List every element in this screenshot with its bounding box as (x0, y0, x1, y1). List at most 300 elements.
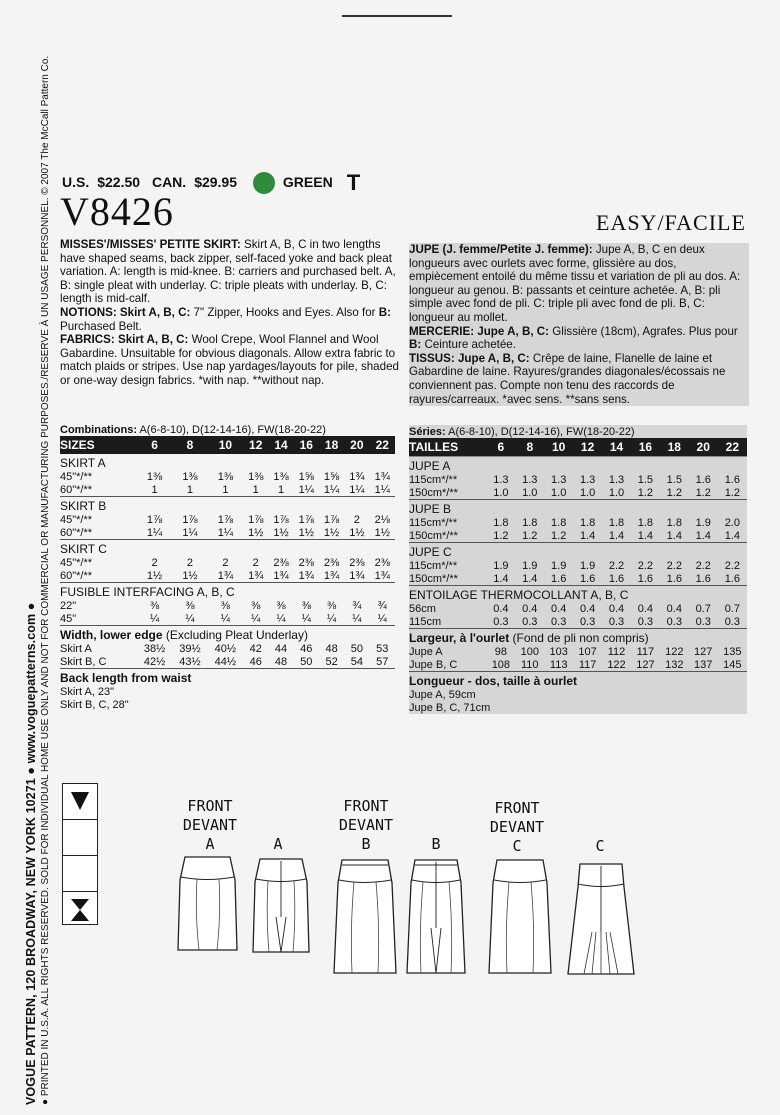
copyright-line: ● PRINTED IN U.S.A. ALL RIGHTS RESERVED. SOLD FOR INDIVIDUAL HOME USE ONLY AND NOT FOR COMMERCIAL OR MANUFACTURING PURPOSES./RESERVE À UN USAGE PERSONNEL. © 2007 The McCall Pattern Co. (40, 55, 51, 1105)
table-cell: ¼ (208, 612, 243, 626)
table-cell: 38½ (143, 642, 166, 655)
back-length-title-row (60, 669, 395, 686)
legend-cell (63, 784, 97, 820)
devant-text: DEVANT (489, 818, 545, 836)
table-cell: 1½ (137, 569, 172, 583)
devant-text: DEVANT (182, 816, 238, 834)
english-yardage-table (60, 423, 395, 711)
table-cell: 2⅛ (374, 513, 390, 526)
table-cell: 0.3 (660, 615, 689, 629)
width-title-cell (60, 626, 395, 643)
width-title-cell (409, 629, 747, 646)
table-row (60, 556, 395, 569)
size-header-cell: 12 (243, 436, 268, 454)
table-cell: 1.6 (602, 572, 631, 586)
table-row (60, 513, 395, 526)
combinations-row (60, 423, 395, 436)
skirt-b-back-sketch (403, 858, 469, 978)
t-mark: T (346, 170, 361, 195)
table-cell: 1 (172, 483, 207, 497)
combinations-row (409, 425, 747, 438)
skirt-c-front-sketch (485, 858, 555, 978)
size-header-cell: 16 (631, 438, 660, 457)
view-a-back-label: A (273, 835, 283, 853)
desc-title: MISSES'/MISSES' PETITE SKIRT: (60, 238, 241, 251)
table-cell: 43½ (172, 655, 207, 669)
table-cell: 53 (376, 642, 389, 655)
table-cell: 48 (268, 655, 293, 669)
row-label: Jupe B, C (409, 658, 486, 672)
table-cell: 1.3 (608, 473, 625, 486)
front-text: FRONT (494, 799, 540, 817)
table-row (409, 615, 747, 629)
combinations-text: A(6-8-10), D(12-14-16), FW(18-20-22) (445, 425, 635, 438)
table-cell: 0.3 (631, 615, 660, 629)
fabrics-text: Wool Crepe, Wool Flannel and Wool Gabardine. Unsuitable for obvious diagonals. Allow extra fabric to match plaids or stripes. Use nap yardages/layouts for pile, shaded or one-way design fabrics. *with nap. **without nap. (60, 333, 399, 387)
table-cell: 1⅞ (273, 513, 289, 526)
table-cell: 1.2 (660, 486, 689, 500)
table-cell: 1.6 (660, 572, 689, 586)
table-cell: 46 (300, 642, 313, 655)
table-cell: 1⅞ (298, 513, 314, 526)
table-cell: 40½ (214, 642, 237, 655)
table-cell: 57 (370, 655, 396, 669)
notions-text: 7" Zipper, Hooks and Eyes. Also for (190, 305, 379, 319)
back-length-row (409, 701, 747, 714)
back-length-value: Skirt B, C, 28" (60, 698, 129, 711)
table-row (60, 470, 395, 483)
table-cell: 1.0 (573, 486, 602, 500)
table-row (409, 529, 747, 543)
width-row (60, 655, 395, 669)
combinations-text: A(6-8-10), D(12-14-16), FW(18-20-22) (137, 423, 326, 436)
table-row (60, 569, 395, 583)
view-a-front-label (176, 797, 244, 854)
row-label: 115cm*/** (409, 516, 458, 529)
table-cell: 1.2 (515, 529, 544, 543)
table-cell: 1.2 (544, 529, 573, 543)
back-length-row (409, 688, 747, 701)
size-header-cell: 6 (137, 436, 172, 454)
back-length-row (60, 685, 395, 698)
sizes-header-row (409, 438, 747, 457)
row-label: 60"*/** (60, 526, 137, 540)
size-header-cell: 6 (486, 438, 515, 457)
table-cell: 1¾ (268, 569, 293, 583)
table-cell: 2⅜ (323, 556, 340, 569)
table-cell: ¼ (370, 612, 396, 626)
table-cell: 1.9 (551, 559, 567, 572)
table-cell: 1¼ (208, 526, 243, 540)
back-length-title-row (409, 672, 747, 689)
size-header-cell: 14 (268, 436, 293, 454)
back-length-title: Longueur - dos, taille à ourlet (409, 672, 747, 689)
table-cell: 1¼ (370, 483, 396, 497)
skirt-a-front-sketch (175, 855, 240, 955)
table-cell: 0.4 (493, 602, 509, 615)
notions-title-fr: MERCERIE: Jupe A, B, C: (409, 324, 549, 338)
table-cell: 1½ (172, 569, 207, 583)
desc-text-fr: Jupe A, B, C en deux longueurs avec ourlets avec forme, glissière au dos, empiècement entoilé du même tissu et variation de pli au dos. A: longueur au genou. B: passants et ceinture achetée. A, B: pli simple avec fond de pli. C: triple pli avec fond de pli. B, C: longueur au mollet. (409, 243, 741, 324)
section-title: SKIRT A (60, 456, 106, 470)
table-cell: ¼ (172, 612, 207, 626)
english-description (60, 238, 400, 388)
table-cell: 1.0 (602, 486, 631, 500)
table-cell: 0.7 (695, 602, 711, 615)
width-note: (Fond de pli non compris) (509, 631, 649, 645)
table-cell: ⅜ (149, 599, 160, 612)
section-title-row (409, 500, 747, 517)
can-label: CAN. (151, 173, 187, 190)
back-length-title: Back length from waist (60, 671, 192, 685)
table-cell: 2.0 (724, 516, 740, 529)
table-cell: 1⅜ (273, 470, 289, 483)
table-cell: 1½ (344, 526, 369, 540)
desc-text: Skirt A, B, C in two lengths have shaped seams, back zipper, self-faced yoke and back pleat variation. A: length is mid-knee. B: carriers and purchased belt. A, B: single pleat with underlay. C: triple pleats with underlay. B, C: length is mid-calf. (60, 238, 396, 306)
size-header-cell: 22 (370, 436, 396, 454)
row-label: 60"*/** (60, 569, 137, 583)
table-cell: 1.2 (631, 486, 660, 500)
table-cell: 1⅜ (146, 470, 163, 483)
row-label: Skirt B, C (60, 655, 137, 669)
notions-b: B: (378, 305, 391, 319)
table-cell: 107 (578, 645, 597, 658)
table-cell: 1⅞ (182, 513, 198, 526)
table-cell: 1.8 (493, 516, 509, 529)
table-cell: ¼ (268, 612, 293, 626)
table-cell: 1 (208, 483, 243, 497)
table-cell: 1.2 (689, 486, 718, 500)
table-cell: 2.2 (637, 559, 654, 572)
table-cell: 1⅜ (248, 470, 264, 483)
table-cell: 1¼ (294, 483, 319, 497)
front-text: FRONT (187, 797, 233, 815)
front-text: FRONT (343, 797, 389, 815)
section-title-row (60, 583, 395, 600)
fabrics-text-fr: Crêpe de laine, Flanelle de laine et Gabardine de laine. Rayures/grandes diagonales/écossais ne conviennent pas. Compte non tenu des raccords de rayures/carreaux. *avec sens. **sans sens. (409, 351, 726, 406)
table-cell: 54 (344, 655, 369, 669)
table-cell: ⅜ (251, 599, 261, 612)
notions-end: Purchased Belt. (60, 319, 142, 333)
table-cell: 1.8 (666, 516, 682, 529)
table-cell: 1.6 (544, 572, 573, 586)
table-cell: 1⅝ (323, 470, 340, 483)
table-cell: 2.2 (695, 559, 711, 572)
pattern-number: V8426 (60, 189, 174, 234)
section-title-row (409, 543, 747, 560)
table-cell: ⅜ (185, 599, 195, 612)
width-title: Largeur, à l'ourlet (409, 631, 510, 645)
table-cell: ¼ (137, 612, 172, 626)
color-dot-icon (253, 172, 275, 194)
table-cell: 100 (520, 645, 539, 658)
table-cell: 1.3 (579, 473, 596, 486)
table-cell: 1¼ (344, 483, 369, 497)
table-cell: 1.3 (551, 473, 567, 486)
combinations-cell (409, 425, 747, 438)
table-cell: 1.4 (660, 529, 689, 543)
legend-cell (63, 892, 97, 927)
table-cell: 1.0 (544, 486, 573, 500)
table-cell: 2.2 (608, 559, 625, 572)
table-cell: 1.9 (493, 559, 509, 572)
table-cell: 1½ (294, 526, 319, 540)
table-cell: 1⅞ (146, 513, 163, 526)
table-cell: 1.6 (573, 572, 602, 586)
legend-cell (63, 820, 97, 856)
table-cell: 1.3 (493, 473, 509, 486)
table-cell: 127 (694, 645, 713, 658)
section-title-row (60, 540, 395, 557)
section-title: ENTOILAGE THERMOCOLLANT A, B, C (409, 586, 747, 603)
table-cell: 1.8 (608, 516, 625, 529)
table-cell: 1.8 (522, 516, 538, 529)
size-header-cell: 14 (602, 438, 631, 457)
notions-text-fr: Glissière (18cm), Agrafes. Plus pour (549, 324, 738, 338)
section-title: SKIRT C (60, 542, 107, 556)
publisher-line: VOGUE PATTERN, 120 BROADWAY, NEW YORK 10271 ● www.voguepatterns.com ● (24, 602, 38, 1105)
view-b-back-label: B (431, 835, 441, 853)
table-cell: 132 (660, 658, 689, 672)
size-header-cell: 12 (573, 438, 602, 457)
table-cell: 50 (350, 642, 363, 655)
width-title: Width, lower edge (60, 628, 163, 642)
skirt-a-back-sketch (250, 857, 312, 957)
difficulty-label: EASY/FACILE (596, 210, 746, 235)
table-cell: 1 (268, 483, 293, 497)
table-cell: 46 (243, 655, 268, 669)
table-row (409, 572, 747, 586)
section-title-row (409, 457, 747, 474)
skirt-c-back-sketch (562, 862, 640, 982)
table-cell: 1¾ (370, 569, 396, 583)
table-cell: ¼ (243, 612, 268, 626)
table-cell: 0.3 (689, 615, 718, 629)
side-credits (6, 55, 51, 1110)
table-cell: 1¾ (319, 569, 344, 583)
table-cell: 1.4 (631, 529, 660, 543)
table-cell: 1.2 (718, 486, 747, 500)
view-c-front-label (483, 799, 551, 856)
table-cell: 0.3 (486, 615, 515, 629)
view-c-back-label: C (595, 837, 605, 855)
section-title-row (60, 497, 395, 514)
table-cell: 1¼ (319, 483, 344, 497)
table-cell: 1½ (243, 526, 268, 540)
fabrics-title-fr: TISSUS: Jupe A, B, C: (409, 351, 530, 365)
table-cell: 0.3 (573, 615, 602, 629)
view-letter: C (512, 837, 522, 855)
back-length-row (60, 698, 395, 711)
width-row (409, 658, 747, 672)
row-label: 150cm*/** (409, 486, 486, 500)
table-cell: 0.7 (724, 602, 740, 615)
section-title: JUPE B (409, 500, 747, 517)
back-length-value: Jupe B, C, 71cm (409, 701, 491, 714)
table-cell: 2 (353, 513, 360, 526)
table-cell: 1.5 (666, 473, 682, 486)
row-label: 150cm*/** (409, 572, 486, 586)
table-cell: 127 (631, 658, 660, 672)
table-cell: 1⅞ (248, 513, 264, 526)
table-cell: 0.3 (602, 615, 631, 629)
table-cell: 1.9 (522, 559, 538, 572)
size-header-cell: 20 (689, 438, 718, 457)
table-row (60, 612, 395, 626)
row-label: 45"*/** (60, 513, 93, 526)
table-cell: 113 (544, 658, 573, 672)
table-cell: 1¼ (172, 526, 207, 540)
table-row (409, 516, 747, 529)
legend-cell (63, 856, 97, 892)
table-cell: ¾ (352, 599, 362, 612)
width-title-row (60, 626, 395, 643)
fabrics-title: FABRICS: Skirt A, B, C: (60, 333, 189, 347)
table-cell: 1¾ (374, 470, 390, 483)
table-cell: 1.2 (486, 529, 515, 543)
section-title-row (409, 586, 747, 603)
row-label: 56cm (409, 602, 436, 615)
combinations-title: Séries: (409, 425, 446, 438)
width-title-row (409, 629, 747, 646)
row-label: Skirt A (60, 642, 92, 655)
table-cell: 103 (549, 645, 568, 658)
table-cell: 42½ (137, 655, 172, 669)
sizes-header-label: SIZES (60, 436, 137, 454)
table-cell: 1⅜ (217, 470, 234, 483)
table-cell: 1 (137, 483, 172, 497)
table-cell: 1⅜ (182, 470, 198, 483)
size-header-cell: 22 (718, 438, 747, 457)
section-title: SKIRT B (60, 499, 107, 513)
table-cell: 117 (573, 658, 602, 672)
row-label: Jupe A (409, 645, 443, 658)
color-label: GREEN (282, 173, 333, 190)
table-cell: 2⅜ (273, 556, 289, 569)
section-title: JUPE A (409, 457, 747, 474)
table-cell: 50 (294, 655, 319, 669)
table-cell: 0.3 (544, 615, 573, 629)
size-header-cell: 8 (515, 438, 544, 457)
table-cell: 0.4 (551, 602, 567, 615)
table-cell: 0.4 (522, 602, 538, 615)
section-title: JUPE C (409, 543, 747, 560)
row-label: 45"*/** (60, 556, 93, 569)
table-cell: 108 (486, 658, 515, 672)
table-row (409, 559, 747, 572)
table-cell: 2 (222, 556, 229, 569)
table-cell: 1¾ (208, 569, 243, 583)
table-cell: 2 (151, 556, 158, 569)
section-title: FUSIBLE INTERFACING A, B, C (60, 585, 235, 599)
table-cell: 42 (249, 642, 262, 655)
size-header-cell: 18 (319, 436, 344, 454)
table-cell: 0.4 (666, 602, 682, 615)
table-cell: 0.3 (718, 615, 747, 629)
table-cell: 0.4 (637, 602, 654, 615)
table-row (409, 486, 747, 500)
view-letter: B (361, 835, 371, 853)
row-label: 115cm (409, 615, 486, 629)
combinations-title: Combinations: (60, 423, 137, 436)
view-b-front-label (332, 797, 400, 854)
table-row (60, 599, 395, 612)
size-header-cell: 16 (294, 436, 319, 454)
table-cell: 52 (319, 655, 344, 669)
table-cell: 1.4 (573, 529, 602, 543)
table-cell: 1 (243, 483, 268, 497)
size-header-cell: 8 (172, 436, 207, 454)
table-cell: 1.6 (724, 473, 740, 486)
table-cell: 1.4 (515, 572, 544, 586)
size-header-cell: 18 (660, 438, 689, 457)
hourglass-icon (71, 899, 89, 921)
table-cell: 1.4 (718, 529, 747, 543)
table-cell: 135 (723, 645, 742, 658)
table-cell: 1.0 (486, 486, 515, 500)
notions-b-fr: B: (409, 338, 422, 352)
table-cell: ¼ (294, 612, 319, 626)
table-cell: 1.8 (551, 516, 567, 529)
can-price: $29.95 (194, 173, 238, 190)
us-price: $22.50 (97, 173, 141, 190)
view-legend (62, 783, 98, 925)
french-yardage-table (409, 425, 747, 714)
row-label: 45"*/** (60, 470, 93, 483)
size-header-cell: 20 (344, 436, 369, 454)
table-cell: 1.6 (695, 473, 711, 486)
row-label: 22" (60, 599, 77, 612)
table-cell: 1¼ (137, 526, 172, 540)
table-cell: ¼ (319, 612, 344, 626)
table-cell: 48 (325, 642, 338, 655)
notions-end-fr: Ceinture achetée. (421, 338, 516, 352)
table-cell: ⅜ (301, 599, 311, 612)
table-cell: 1¾ (344, 569, 369, 583)
table-cell: 117 (636, 645, 655, 658)
table-cell: 1½ (370, 526, 396, 540)
table-cell: 2⅜ (349, 556, 365, 569)
table-cell: 1¾ (349, 470, 365, 483)
table-cell: 44½ (208, 655, 243, 669)
table-cell: 2⅜ (298, 556, 314, 569)
table-cell: 1.5 (637, 473, 654, 486)
table-cell: 39½ (179, 642, 201, 655)
table-cell: 122 (665, 645, 684, 658)
table-cell: 44 (274, 642, 288, 655)
table-cell: 122 (602, 658, 631, 672)
desc-title-fr: JUPE (J. femme/Petite J. femme): (409, 243, 593, 256)
sizes-header-label: TAILLES (409, 438, 486, 457)
notions-title: NOTIONS: Skirt A, B, C: (60, 305, 191, 319)
skirt-b-front-sketch (330, 858, 400, 978)
table-cell: 137 (689, 658, 718, 672)
back-length-value: Jupe A, 59cm (409, 688, 476, 701)
table-cell: 1.6 (631, 572, 660, 586)
table-cell: 1¾ (294, 569, 319, 583)
table-cell: 1½ (319, 526, 344, 540)
table-cell: 98 (494, 645, 507, 658)
table-cell: 112 (607, 645, 626, 658)
table-cell: 1.8 (579, 516, 596, 529)
table-cell: 2 (186, 556, 194, 569)
table-cell: 1.3 (522, 473, 538, 486)
table-cell: 1½ (268, 526, 293, 540)
table-row (60, 526, 395, 540)
table-cell: 110 (515, 658, 544, 672)
us-label: U.S. (62, 173, 90, 190)
width-row (409, 645, 747, 658)
